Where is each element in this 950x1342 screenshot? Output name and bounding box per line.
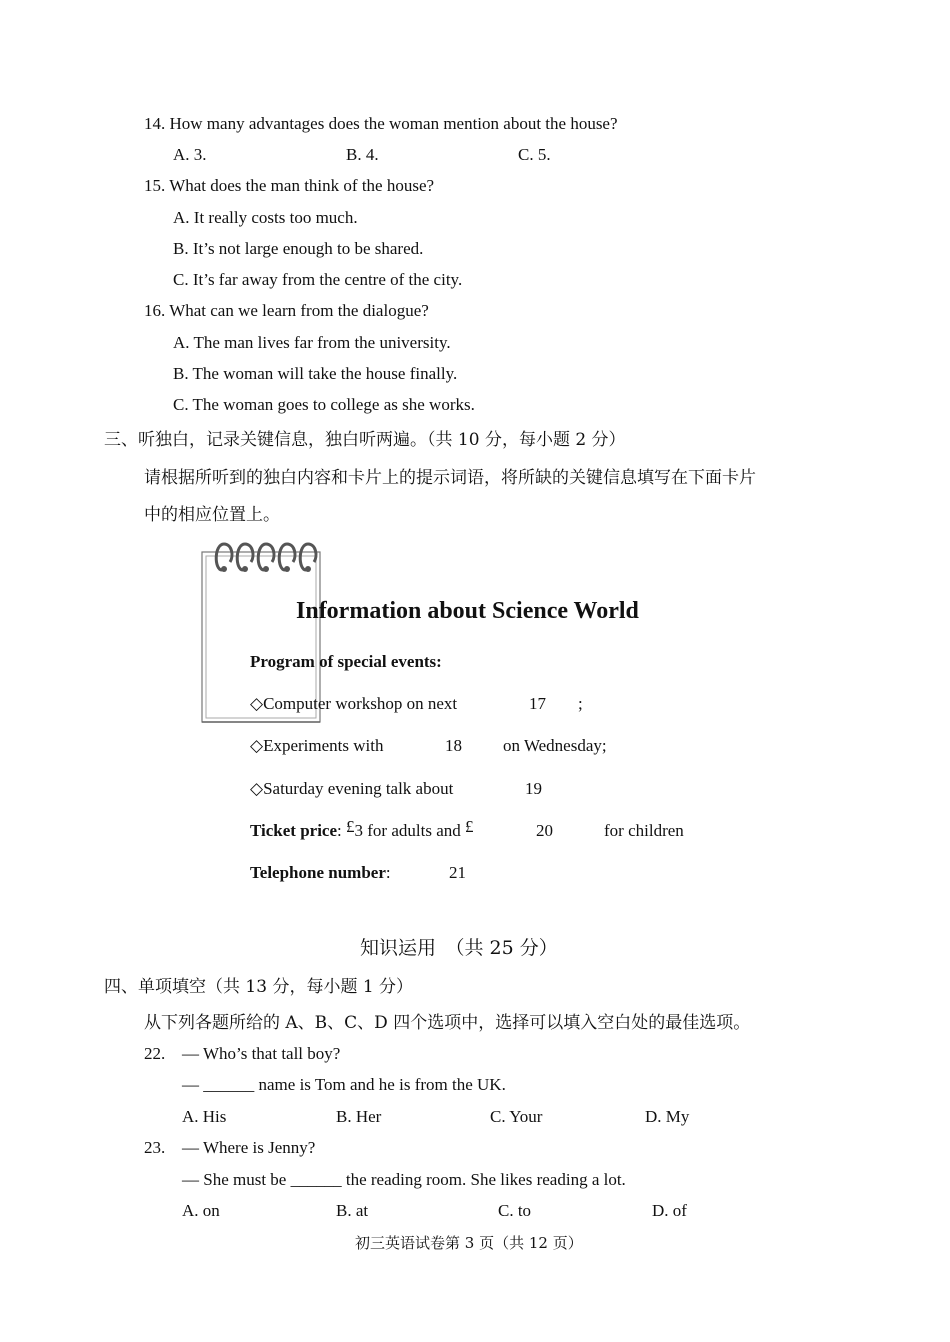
q14-option-c: C. 5. xyxy=(518,145,551,164)
blank-19: 19 xyxy=(525,779,542,798)
q22-option-c: C. Your xyxy=(490,1107,543,1126)
line1-end: ; xyxy=(578,694,583,713)
question-15: 15. What does the man think of the house? xyxy=(144,176,435,195)
pound-sign: £ xyxy=(346,817,355,836)
page-footer: 初三英语试卷第 3 页（共 12 页） xyxy=(355,1234,583,1252)
experiments-line: ◇Experiments with xyxy=(250,736,384,755)
ticket-colon: : xyxy=(337,821,342,840)
pound-sign: £ xyxy=(465,817,474,836)
section-4-heading: 四、单项填空（共 13 分，每小题 1 分） xyxy=(104,977,414,997)
saturday-talk-line: ◇Saturday evening talk about xyxy=(250,779,454,798)
card-title: Information about Science World xyxy=(296,598,639,624)
section-3-instruction-line2: 中的相应位置上。 xyxy=(144,505,280,525)
ticket-price-label: Ticket price xyxy=(250,821,338,840)
q15-option-a: A. It really costs too much. xyxy=(173,208,358,227)
q22-option-d: D. My xyxy=(645,1107,690,1126)
section-3-instruction-line1: 请根据所听到的独白内容和卡片上的提示词语，将所缺的关键信息填写在下面卡片 xyxy=(144,468,756,488)
question-22-line2: — ______ name is Tom and he is from the UK. xyxy=(182,1075,506,1094)
telephone-colon: : xyxy=(385,863,391,882)
q16-option-a: A. The man lives far from the university. xyxy=(173,333,451,352)
computer-workshop-line: ◇Computer workshop on next xyxy=(250,694,458,713)
question-23-number: 23. xyxy=(144,1138,166,1157)
line2-end: on Wednesday; xyxy=(503,736,607,755)
section-3-heading: 三、听独白，记录关键信息，独白听两遍。（共 10 分，每小题 2 分） xyxy=(104,430,626,450)
question-14: 14. How many advantages does the woman mention about the house? xyxy=(144,114,618,133)
q23-option-d: D. of xyxy=(652,1201,687,1220)
question-16: 16. What can we learn from the dialogue? xyxy=(144,301,429,320)
ticket-price-line xyxy=(250,817,474,841)
blank-21: 21 xyxy=(449,863,466,882)
telephone-label: Telephone number xyxy=(250,863,386,882)
q16-option-c: C. The woman goes to college as she works. xyxy=(173,395,475,414)
question-22-line1: — Who’s that tall boy? xyxy=(182,1044,341,1063)
q22-option-b: B. Her xyxy=(336,1107,382,1126)
part-heading: 知识运用 （共 25 分） xyxy=(360,937,558,959)
q16-option-b: B. The woman will take the house finally. xyxy=(173,364,458,383)
question-23-line1: — Where is Jenny? xyxy=(182,1138,316,1157)
blank-18: 18 xyxy=(445,736,462,755)
q23-option-b: B. at xyxy=(336,1201,369,1220)
adult-price-text: 3 for adults and xyxy=(354,821,461,840)
q22-option-a: A. His xyxy=(182,1107,227,1126)
q15-option-b: B. It’s not large enough to be shared. xyxy=(173,239,424,258)
q14-option-a: A. 3. xyxy=(173,145,207,164)
section-4-instruction: 从下列各题所给的 A、B、C、D 四个选项中，选择可以填入空白处的最佳选项。 xyxy=(144,1013,751,1033)
question-23-line2: — She must be ______ the reading room. She likes reading a lot. xyxy=(182,1170,626,1189)
telephone-line xyxy=(250,863,391,883)
q15-option-c: C. It’s far away from the centre of the city. xyxy=(173,270,463,289)
q14-option-b: B. 4. xyxy=(346,145,379,164)
q23-option-a: A. on xyxy=(182,1201,220,1220)
ticket-end: for children xyxy=(604,821,684,840)
question-22-number: 22. xyxy=(144,1044,166,1063)
blank-20: 20 xyxy=(536,821,553,840)
q23-option-c: C. to xyxy=(498,1201,532,1220)
blank-17: 17 xyxy=(529,694,546,713)
program-label: Program of special events: xyxy=(250,652,442,671)
